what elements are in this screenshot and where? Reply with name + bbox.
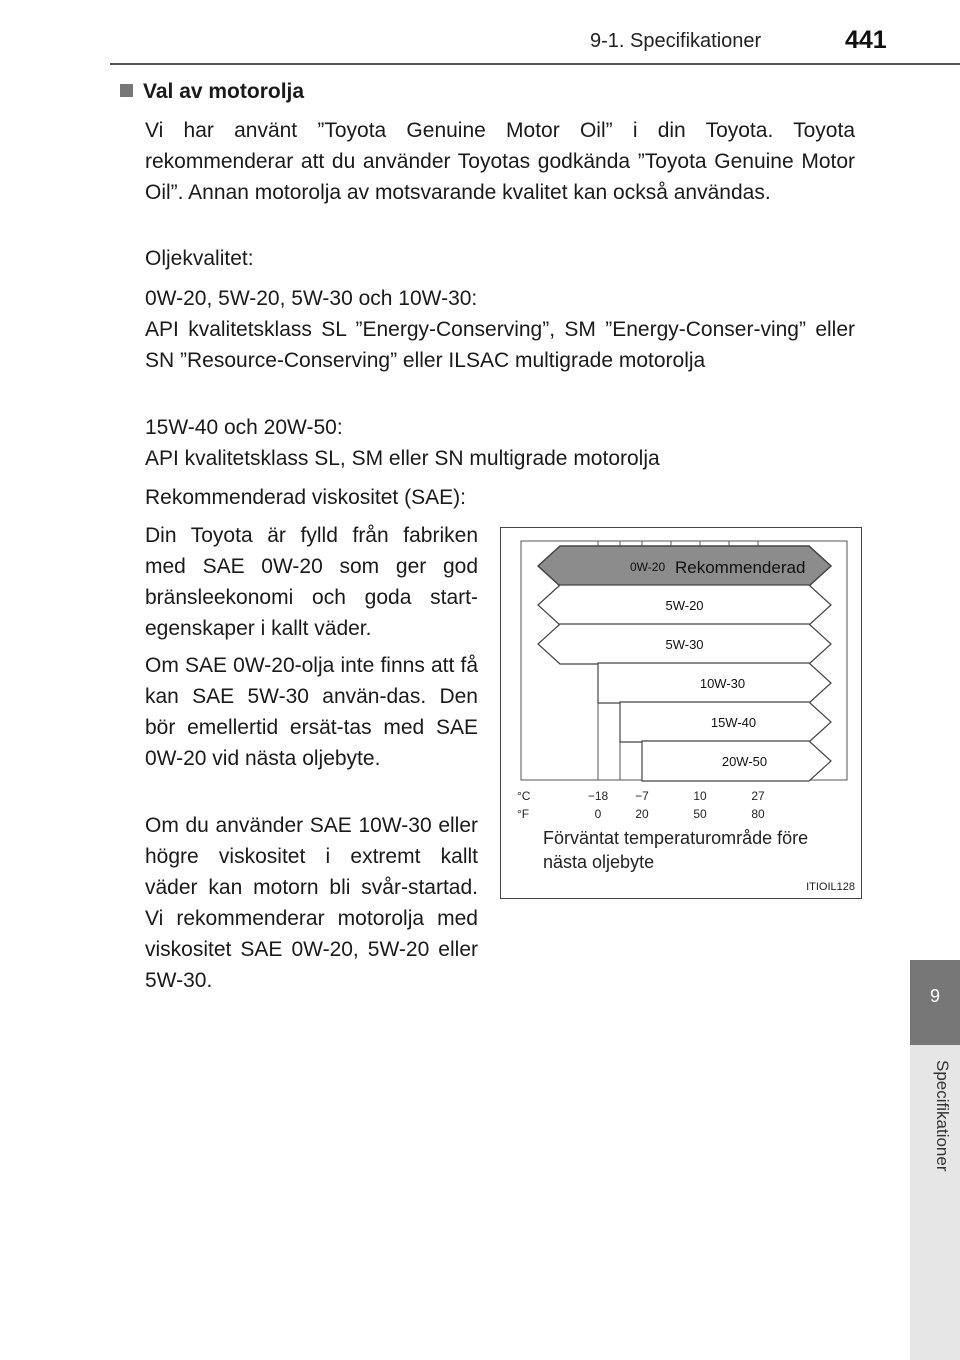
grade-group-2-text: API kvalitetsklass SL, SM eller SN multigrade motorolja: [145, 447, 660, 470]
recommended-label: Rekommenderad: [675, 558, 806, 577]
cold-weather-paragraph: Om du använder SAE 10W-30 eller högre viskositet i extremt kallt väder kan motorn bli svår-startad. Vi rekommenderar motorolja med viskositet SAE 0W-20, 5W-20 eller 5W-30.: [145, 814, 478, 992]
tick-fahrenheit-0: 0: [594, 807, 602, 821]
bar-label-0w-20: 0W-20: [630, 560, 666, 574]
bar-label-5w-20: 5W-20: [665, 598, 704, 613]
page-number: 441: [845, 26, 887, 54]
bar-label-10w-30: 10W-30: [699, 676, 746, 691]
tick-celsius-3: 27: [751, 789, 765, 803]
bar-label-20w-50: 20W-50: [721, 754, 768, 769]
tick-fahrenheit-3: 80: [751, 807, 765, 821]
temperature-range-caption: Förväntat temperaturområde före nästa oljebyte: [543, 828, 809, 872]
square-bullet-icon: [120, 84, 133, 97]
tick-celsius-0: −18: [587, 789, 609, 803]
figure-code: ITIOIL128: [806, 881, 855, 893]
bar-label-5w-30: 5W-30: [665, 637, 704, 652]
viscosity-label: Rekommenderad viskositet (SAE):: [145, 486, 466, 509]
chapter-tab-label: Specifikationer: [933, 1060, 952, 1172]
grade-group-1-text: API kvalitetsklass SL ”Energy-Conserving”, SM ”Energy-Conser-ving” eller SN ”Resource-Conserving” eller ILSAC multigrade motorolja: [145, 318, 855, 372]
chapter-tab[interactable]: [910, 960, 960, 1045]
intro-paragraph: Vi har använt ”Toyota Genuine Motor Oil” i din Toyota. Toyota rekommenderar att du använder Toyotas godkända ”Toyota Genuine Motor Oil”. Annan motorolja av motsvarande kvalitet kan också användas.: [145, 119, 855, 204]
bar-label-15w-40: 15W-40: [710, 715, 757, 730]
oil-quality-label: Oljekvalitet:: [145, 247, 254, 270]
section-label: 9-1. Specifikationer: [590, 30, 762, 52]
tick-celsius-2: 10: [693, 789, 707, 803]
axis-unit-fahrenheit: °F: [517, 807, 530, 821]
axis-unit-celsius: °C: [517, 789, 531, 803]
chapter-tab-number: 9: [929, 986, 940, 1006]
section-heading-text: Val av motorolja: [143, 80, 305, 103]
tick-fahrenheit-2: 50: [693, 807, 707, 821]
viscosity-chart: [500, 527, 862, 899]
grade-group-2-title: 15W-40 och 20W-50:: [145, 416, 343, 439]
tick-celsius-1: −7: [635, 789, 649, 803]
tick-fahrenheit-1: 20: [635, 807, 649, 821]
section-heading: [120, 80, 304, 104]
factory-fill-paragraph: Din Toyota är fylld från fabriken med SAE 0W-20 som ger god bränsleekonomi och goda start-egenskaper i kallt väder.: [145, 524, 478, 640]
header-divider: [110, 63, 960, 65]
alternative-oil-paragraph: Om SAE 0W-20-olja inte finns att få kan SAE 5W-30 använ-das. Den bör emellertid ersät-tas med SAE 0W-20 vid nästa oljebyte.: [145, 654, 478, 770]
grade-group-1-title: 0W-20, 5W-20, 5W-30 och 10W-30:: [145, 287, 478, 310]
